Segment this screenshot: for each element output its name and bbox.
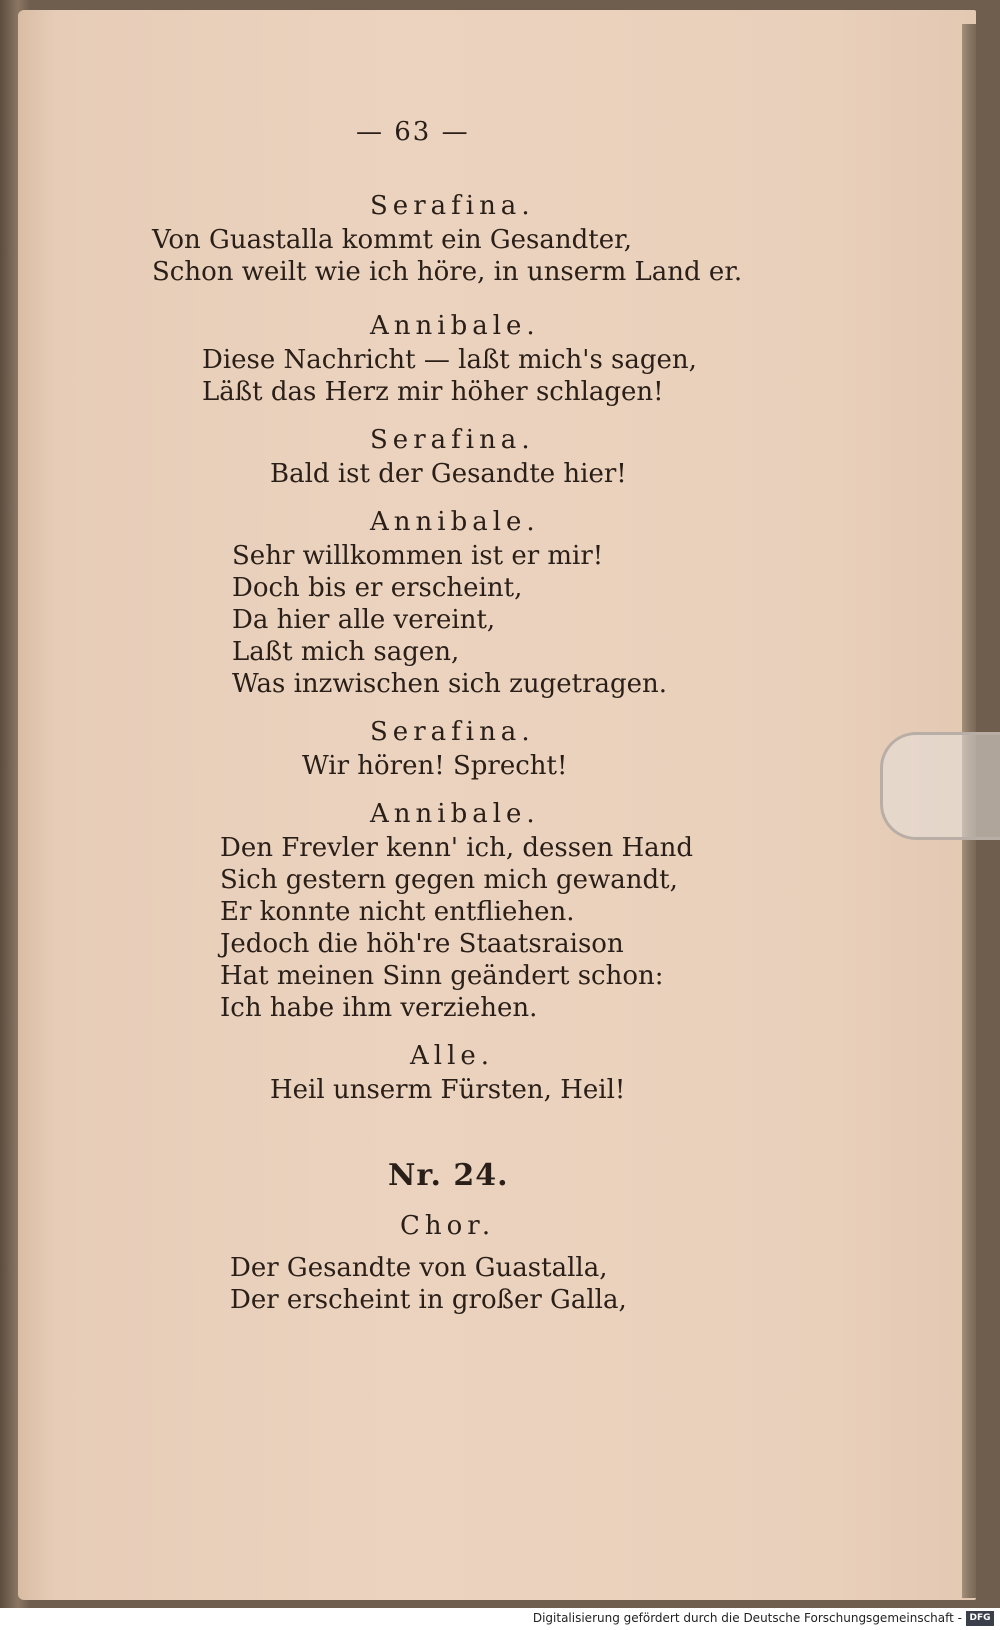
verse-line: Von Guastalla kommt ein Gesandter, [152, 225, 632, 255]
speaker-label: Annibale. [370, 799, 540, 829]
verse-line: Laßt mich sagen, [232, 637, 460, 667]
verse-line: Sich gestern gegen mich gewandt, [220, 865, 678, 895]
verse-line: Heil unserm Fürsten, Heil! [270, 1075, 626, 1105]
verse-line: Er konnte nicht entfliehen. [220, 897, 575, 927]
page-number: — 63 — [356, 117, 470, 147]
verse-line: Den Frevler kenn' ich, dessen Hand [220, 833, 694, 863]
verse-line: Der Gesandte von Guastalla, [230, 1253, 608, 1283]
verse-line: Ich habe ihm verziehen. [220, 993, 538, 1023]
number-heading: Nr. 24. [388, 1158, 509, 1193]
verse-line: Jedoch die höh're Staatsraison [220, 929, 624, 959]
speaker-label: Serafina. [370, 717, 535, 747]
speaker-label: Annibale. [370, 507, 540, 537]
verse-line: Da hier alle vereint, [232, 605, 496, 635]
speaker-label: Alle. [410, 1041, 495, 1071]
verse-line: Läßt das Herz mir höher schlagen! [202, 377, 664, 407]
footer-credit: Digitalisierung gefördert durch die Deutsche Forschungsgemeinschaft - [532, 1611, 962, 1625]
dfg-logo: DFG [966, 1611, 994, 1626]
speaker-label: Serafina. [370, 191, 535, 221]
verse-line: Wir hören! Sprecht! [302, 751, 568, 781]
verse-line: Hat meinen Sinn geändert schon: [220, 961, 664, 991]
verse-line: Diese Nachricht — laßt mich's sagen, [202, 345, 697, 375]
verse-line: Der erscheint in großer Galla, [230, 1285, 627, 1315]
speaker-label: Annibale. [370, 311, 540, 341]
verse-line: Sehr willkommen ist er mir! [232, 541, 604, 571]
verse-line: Doch bis er erscheint, [232, 573, 523, 603]
digitization-footer [0, 1608, 1000, 1630]
speaker-label: Serafina. [370, 425, 535, 455]
page-turn-tab[interactable] [880, 732, 1000, 840]
verse-line: Was inzwischen sich zugetragen. [232, 669, 668, 699]
speaker-label: Chor. [400, 1211, 496, 1241]
verse-line: Bald ist der Gesandte hier! [270, 459, 627, 489]
verse-line: Schon weilt wie ich höre, in unserm Land er. [152, 257, 743, 287]
